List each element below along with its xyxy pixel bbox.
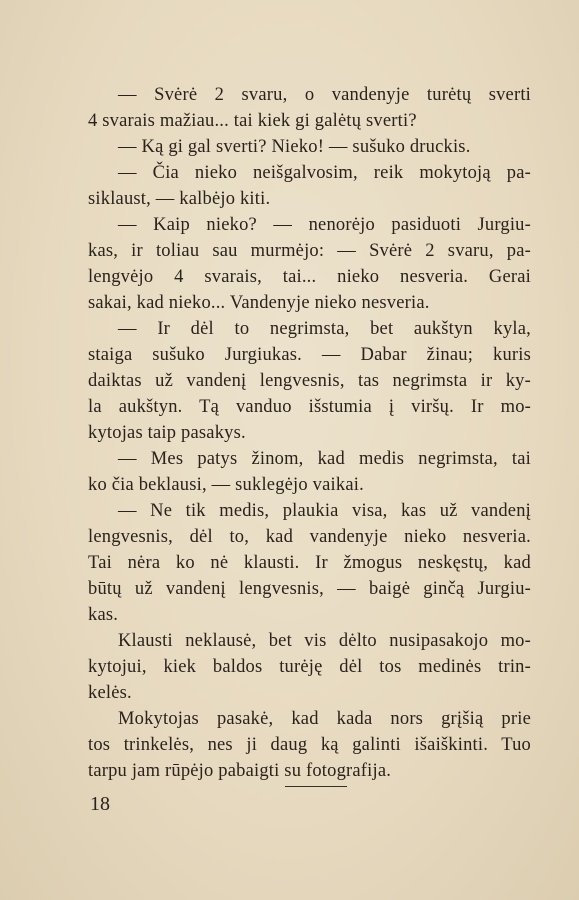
text-line: 4 svarais mažiau... tai kiek gi galėtų sverti?: [88, 111, 417, 131]
text-line: Klausti neklausė, bet vis dėlto nusipasakojo mo-: [118, 631, 531, 651]
text-line: tos trinkelės, nes ji daug ką galinti išaiškinti. Tuo: [88, 735, 531, 755]
text-line: sakai, kad nieko... Vandenyje nieko nesveria.: [88, 293, 430, 313]
text-line: kas.: [88, 605, 119, 625]
text-line: būtų už vandenį lengvesnis, — baigė ginčą Jurgiu-: [88, 579, 531, 599]
text-line: — Ką gi gal sverti? Nieko! — sušuko druckis.: [118, 137, 471, 157]
text-line: — Svėrė 2 svaru, o vandenyje turėtų sverti: [118, 85, 531, 105]
text-line: kytojui, kiek baldos turėję dėl tos medinės trin-: [88, 657, 531, 677]
text-line: — Mes patys žinom, kad medis negrimsta, tai: [118, 449, 531, 469]
text-line: tarpu jam rūpėjo pabaigti su fotografija.: [88, 761, 392, 781]
text-line: Tai nėra ko nė klausti. Ir žmogus neskęstų, kad: [88, 553, 531, 573]
text-line: staiga sušuko Jurgiukas. — Dabar žinau; kuris: [88, 345, 531, 365]
text-line: — Čia nieko neišgalvosim, reik mokytoją pa-: [118, 163, 531, 183]
page-number: 18: [90, 793, 110, 815]
text-line: — Kaip nieko? — nenorėjo pasiduoti Jurgiu-: [118, 215, 531, 235]
text-line: lengvesnis, dėl to, kad vandenyje nieko nesveria.: [88, 527, 531, 547]
text-line: kas, ir toliau sau murmėjo: — Svėrė 2 svaru, pa-: [88, 241, 531, 261]
text-line: — Ne tik medis, plaukia visa, kas už vandenį: [118, 501, 531, 521]
text-line: siklaust, — kalbėjo kiti.: [88, 189, 271, 209]
section-rule: [285, 786, 347, 787]
text-line: lengvėjo 4 svarais, tai... nieko nesveria. Gerai: [88, 267, 531, 287]
text-line: kelės.: [88, 683, 132, 703]
text-line: ko čia beklausi, — suklegėjo vaikai.: [88, 475, 364, 495]
text-line: la aukštyn. Tą vanduo išstumia į viršų. Ir mo-: [88, 397, 531, 417]
text-line: Mokytojas pasakė, kad kada nors grįšią prie: [118, 709, 531, 729]
text-line: kytojas taip pasakys.: [88, 423, 246, 443]
body-text: [88, 82, 531, 784]
text-line: — Ir dėl to negrimsta, bet aukštyn kyla,: [118, 319, 531, 339]
text-line: daiktas už vandenį lengvesnis, tas negrimsta ir ky-: [88, 371, 531, 391]
